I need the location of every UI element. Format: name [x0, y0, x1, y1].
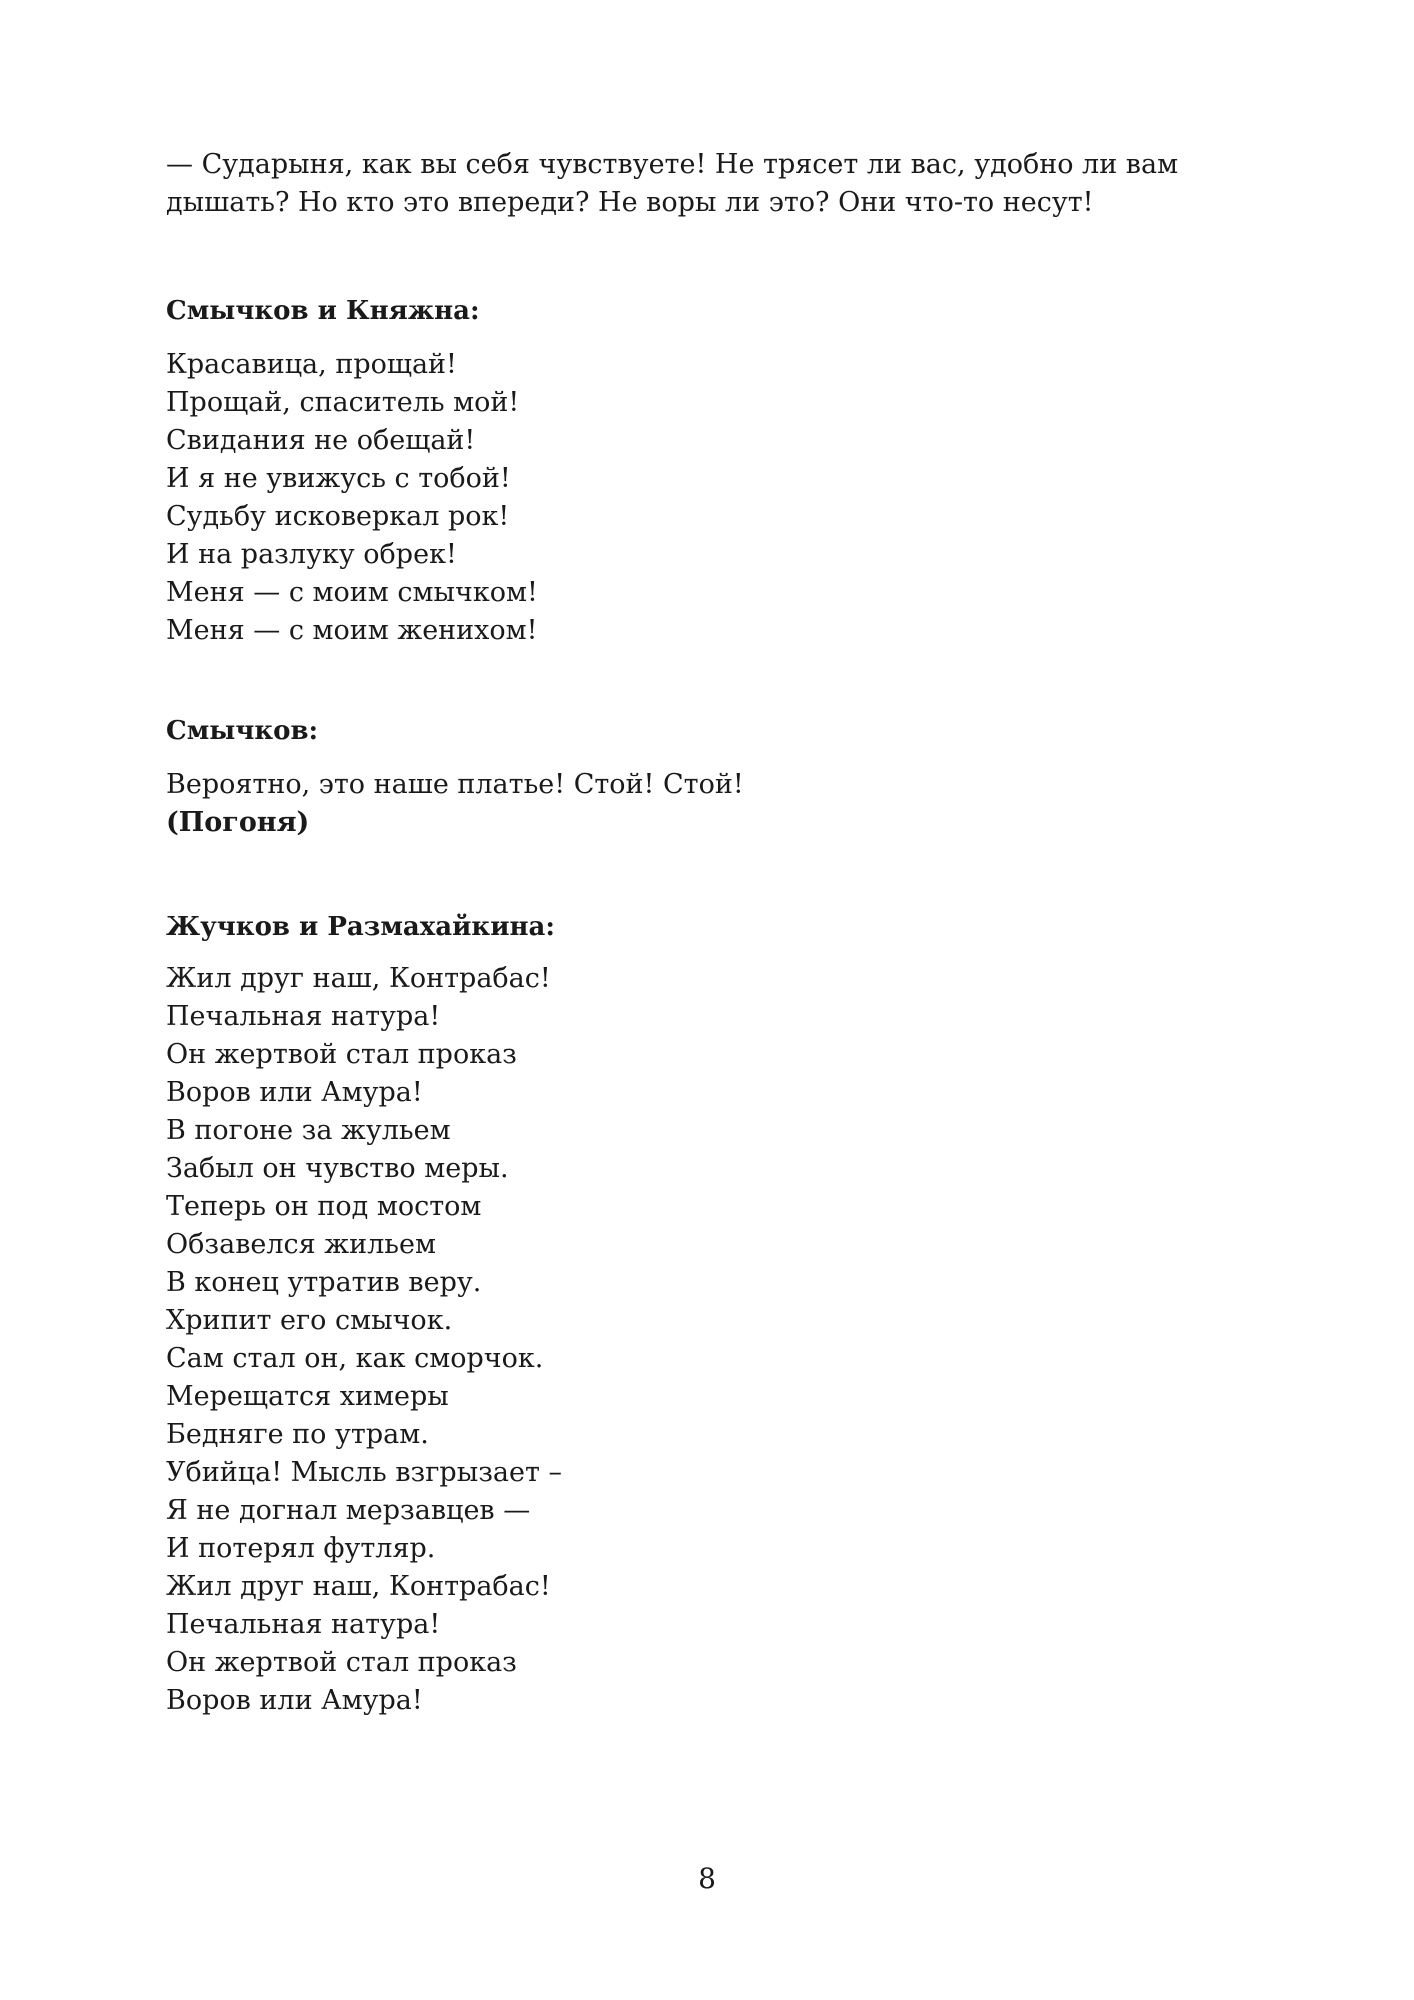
verse-line: Теперь он под мостом — [166, 1191, 482, 1222]
verse-line: Мерещатся химеры — [166, 1381, 449, 1412]
stage-direction: (Погоня) — [166, 807, 310, 838]
verse-line: Убийца! Мысль взгрызает – — [166, 1457, 563, 1488]
verse-line: Вероятно, это наше платье! Стой! Стой! — [166, 769, 744, 800]
section-smychkov — [166, 712, 744, 842]
section-smychkov-knyazhna — [166, 292, 538, 650]
verse-line: Он жертвой стал проказ — [166, 1647, 517, 1678]
verse-line: В погоне за жульем — [166, 1115, 451, 1146]
verse-line: Сам стал он, как сморчок. — [166, 1343, 544, 1374]
verse-line: Я не догнал мерзавцев — — [166, 1495, 531, 1526]
verse-line: И я не увижусь с тобой! — [166, 463, 511, 494]
verse-block — [166, 346, 538, 650]
verse-line: Печальная натура! — [166, 1609, 441, 1640]
verse-line: Жил друг наш, Контрабас! — [166, 1571, 551, 1602]
verse-line: Судьбу исковеркал рок! — [166, 501, 510, 532]
intro-paragraph — [166, 146, 1266, 222]
page-number: 8 — [698, 1862, 716, 1895]
intro-line: — Сударыня, как вы себя чувствуете! Не трясет ли вас, удобно ли вам — [166, 149, 1179, 180]
verse-line: Красавица, прощай! — [166, 349, 457, 380]
speaker-heading: Жучков и Размахайкина: — [166, 912, 555, 942]
verse-line: Печальная натура! — [166, 1001, 441, 1032]
verse-block — [166, 766, 744, 842]
verse-line: Жил друг наш, Контрабас! — [166, 963, 551, 994]
verse-line: Свидания не обещай! — [166, 425, 476, 456]
verse-line: Бедняге по утрам. — [166, 1419, 429, 1450]
verse-line: Обзавелся жильем — [166, 1229, 436, 1260]
intro-line: дышать? Но кто это впереди? Не воры ли это? Они что-то несут! — [166, 187, 1094, 218]
verse-line: И на разлуку обрек! — [166, 539, 457, 570]
verse-line: Меня — с моим женихом! — [166, 615, 538, 646]
verse-line: Воров или Амура! — [166, 1685, 423, 1716]
verse-line: Он жертвой стал проказ — [166, 1039, 517, 1070]
verse-line: Прощай, спаситель мой! — [166, 387, 520, 418]
verse-line: Меня — с моим смычком! — [166, 577, 538, 608]
intro-text — [166, 146, 1266, 222]
verse-line: И потерял футляр. — [166, 1533, 436, 1564]
speaker-heading: Смычков и Княжна: — [166, 296, 480, 326]
verse-block — [166, 960, 562, 1720]
speaker-heading: Смычков: — [166, 716, 319, 746]
verse-line: Воров или Амура! — [166, 1077, 423, 1108]
verse-line: В конец утратив веру. — [166, 1267, 482, 1298]
verse-line: Хрипит его смычок. — [166, 1305, 453, 1336]
verse-line: Забыл он чувство меры. — [166, 1153, 509, 1184]
section-zhuchkov-razmakhaikina — [166, 908, 562, 1720]
